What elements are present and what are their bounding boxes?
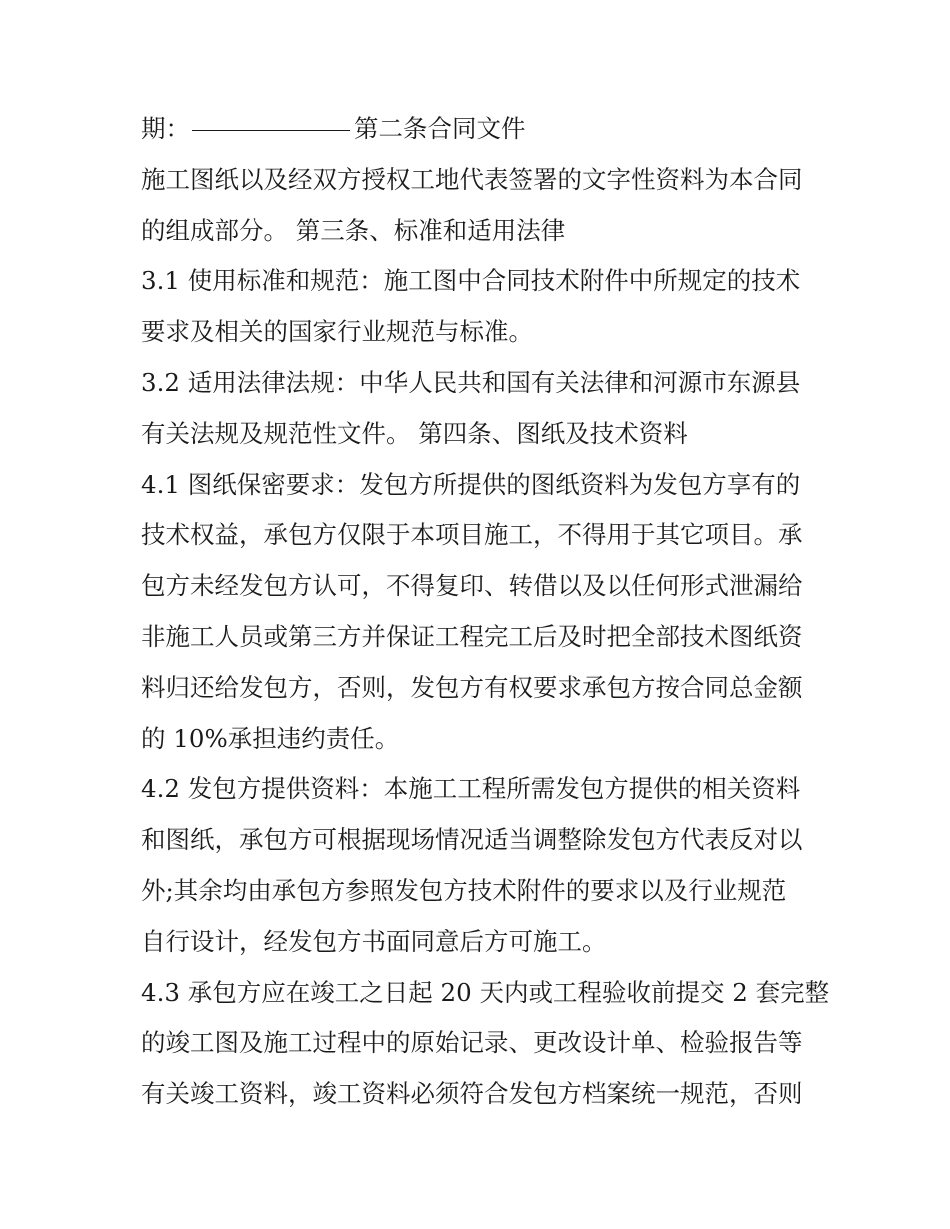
section-heading-2: 第二条合同文件 bbox=[354, 114, 526, 143]
text-line: 自行设计，经发包方书面同意后方可施工。 bbox=[141, 926, 607, 956]
text-line: 外;其余均由承包方参照发包方技术附件的要求以及行业规范 bbox=[141, 875, 787, 905]
text-line: 的 10%承担违约责任。 bbox=[141, 723, 400, 753]
text-line: 4.2 发包方提供资料：本施工工程所需发包方提供的相关资料 bbox=[141, 774, 801, 804]
text-line: 和图纸，承包方可根据现场情况适当调整除发包方代表反对以 bbox=[141, 825, 803, 855]
date-label: 期： bbox=[141, 114, 190, 143]
text-line: 3.1 使用标准和规范：施工图中合同技术附件中所规定的技术 bbox=[141, 266, 801, 296]
date-blank-underline bbox=[192, 129, 350, 131]
text-line: 要求及相关的国家行业规范与标准。 bbox=[141, 317, 533, 347]
text-line: 的组成部分。 第三条、标准和适用法律 bbox=[141, 215, 566, 245]
text-line: 的竣工图及施工过程中的原始记录、更改设计单、检验报告等 bbox=[141, 1028, 803, 1058]
text-line: 3.2 适用法律法规：中华人民共和国有关法律和河源市东源县 bbox=[141, 367, 801, 397]
text-line: 4.1 图纸保密要求：发包方所提供的图纸资料为发包方享有的 bbox=[141, 469, 801, 499]
text-line: 非施工人员或第三方并保证工程完工后及时把全部技术图纸资 bbox=[141, 621, 803, 651]
text-line: 技术权益，承包方仅限于本项目施工，不得用于其它项目。承 bbox=[141, 520, 803, 550]
document-body bbox=[141, 104, 830, 1120]
text-line: 施工图纸以及经双方授权工地代表签署的文字性资料为本合同 bbox=[141, 164, 803, 194]
text-line: 有关法规及规范性文件。 第四条、图纸及技术资料 bbox=[141, 418, 688, 448]
text-line: 包方未经发包方认可，不得复印、转借以及以任何形式泄漏给 bbox=[141, 571, 803, 601]
text-line: 4.3 承包方应在竣工之日起 20 天内或工程验收前提交 2 套完整 bbox=[141, 977, 830, 1007]
text-line: 料归还给发包方，否则，发包方有权要求承包方按合同总金额 bbox=[141, 672, 803, 702]
text-line: 有关竣工资料，竣工资料必须符合发包方档案统一规范，否则 bbox=[141, 1079, 803, 1109]
text-line-date bbox=[141, 104, 821, 155]
